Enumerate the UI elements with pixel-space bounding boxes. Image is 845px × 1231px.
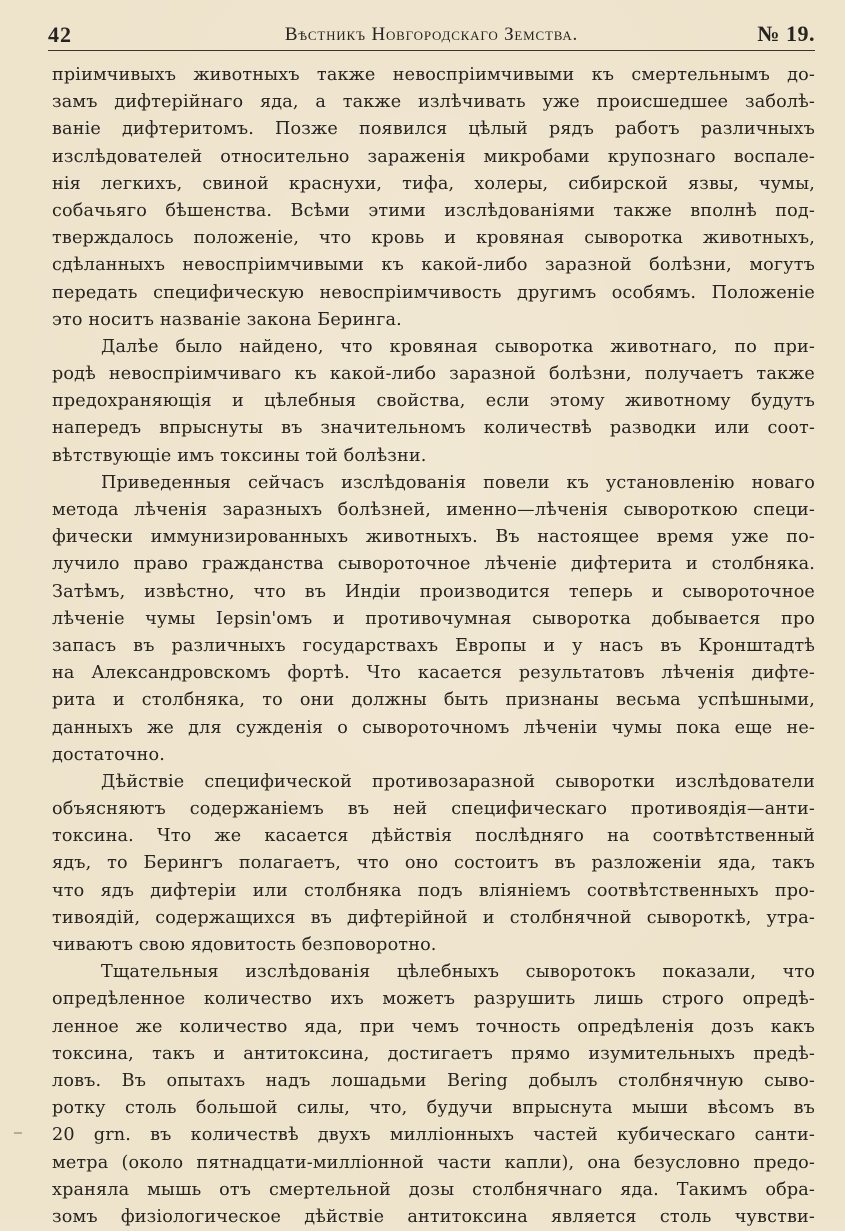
text-line: храняла мышь отъ смертельной дозы столбнячнаго яда. Такимъ обра-	[52, 1179, 815, 1200]
text-line: зомъ физіологическое дѣйствіе антитоксина является столь чувстви-	[52, 1206, 815, 1227]
text-line: что ядъ дифтеріи или столбняка подъ вліяніемъ соотвѣтственныхъ про-	[52, 880, 815, 901]
text-line: токсина. Что же касается дѣйствія послѣдняго на соотвѣтственный	[52, 826, 815, 847]
text-line: ротку столь большой силы, что, будучи впрыснута мыши вѣсомъ въ	[52, 1098, 815, 1119]
page-number: 42	[48, 22, 72, 47]
header-rule	[48, 50, 815, 51]
text-line: метра (около пятнадцати-милліонной части капли), она безусловно предо-	[52, 1152, 815, 1173]
text-line: Дѣйствіе специфической противозаразной сыворотки изслѣдователи	[101, 771, 815, 792]
text-line: объясняютъ содержаніемъ въ ней специфическаго противоядія—анти-	[52, 799, 815, 820]
text-line: ловъ. Въ опытахъ надъ лошадьми Bering добылъ столбнячную сыво-	[52, 1070, 815, 1091]
text-line: напередъ впрыснуты въ значительномъ количествѣ разводки или соот-	[52, 418, 815, 439]
text-line: Тщательныя изслѣдованія цѣлебныхъ сыворотокъ показали, что	[101, 962, 815, 983]
text-line: данныхъ же для сужденія о сывороточномъ лѣченіи чумы пока еще не-	[52, 717, 815, 738]
text-line: Далѣе было найдено, что кровяная сыворотка животнаго, по при-	[101, 336, 815, 357]
page-edge-mark	[14, 1132, 22, 1134]
text-line: Приведенныя сейчасъ изслѣдованія повели къ установленію новаго	[101, 472, 815, 493]
text-line: фически иммунизированныхъ животныхъ. Въ настоящее время уже по-	[52, 527, 815, 548]
text-line: 20 grn. въ количествѣ двухъ милліонныхъ частей кубическаго санти-	[52, 1125, 815, 1146]
text-line: тивоядій, содержащихся въ дифтерійной и столбнячной сывороткѣ, утра-	[52, 907, 815, 928]
text-line: чиваютъ свою ядовитость безповоротно.	[52, 935, 437, 955]
running-title: Вѣстникъ Новгородскаго Земства.	[284, 24, 579, 45]
text-line: лучило право гражданства сывороточное лѣченіе дифтерита и столбняка.	[52, 554, 815, 575]
text-line: вѣтствующіе имъ токсины той болѣзни.	[52, 445, 427, 466]
text-line: собачьяго бѣшенства. Всѣми этими изслѣдованіями также вполнѣ под-	[52, 200, 815, 221]
text-line: нія легкихъ, свиной краснухи, тифа, холеры, сибирской язвы, чумы,	[52, 173, 815, 194]
text-line: на Александровскомъ фортѣ. Что касается результатовъ лѣченія дифте-	[52, 663, 815, 684]
text-line: метода лѣченія заразныхъ болѣзней, именно—лѣченія сывороткою специ-	[52, 500, 815, 520]
text-line: изслѣдователей относительно зараженія микробами крупознаго воспале-	[52, 146, 815, 167]
text-line: предохраняющія и цѣлебныя свойства, если этому животному будутъ	[52, 391, 815, 412]
text-line: опредѣленное количество ихъ можетъ разрушить лишь строго опредѣ-	[52, 989, 815, 1010]
text-line: достаточно.	[52, 744, 166, 765]
text-line: сдѣланныхъ невоспріимчивыми къ какой-либо заразной болѣзни, могутъ	[52, 255, 815, 276]
text-line: ленное же количество яда, при чемъ точность опредѣленія дозъ какъ	[52, 1016, 815, 1037]
page-header	[48, 20, 815, 48]
text-line: лѣченіе чумы Iepsin'омъ и противочумная сыворотка добывается про	[52, 608, 815, 629]
text-line: передать специфическую невоспріимчивость другимъ особямъ. Положеніе	[52, 282, 815, 303]
body-text	[52, 62, 815, 1231]
text-line: тверждалось положеніе, что кровь и кровяная сыворотка животныхъ,	[52, 228, 815, 249]
text-line: запасъ въ различныхъ государствахъ Европы и у насъ въ Кронштадтѣ	[52, 635, 815, 656]
text-line: это носитъ названіе закона Беринга.	[52, 309, 402, 330]
text-line: Затѣмъ, извѣстно, что въ Индіи производится теперь и сывороточное	[52, 581, 815, 602]
text-line: ядъ, то Берингъ полагаетъ, что оно состоитъ въ разложеніи яда, такъ	[52, 853, 815, 874]
text-line: токсина, такъ и антитоксина, достигаетъ прямо изумительныхъ предѣ-	[52, 1043, 815, 1064]
text-line: пріимчивыхъ животныхъ также невоспріимчивыми къ смертельнымъ до-	[52, 65, 815, 85]
text-line: рита и столбняка, то они должны быть признаны весьма успѣшными,	[52, 690, 815, 711]
text-line: ваніе дифтеритомъ. Позже появился цѣлый рядъ работъ различныхъ	[52, 119, 815, 140]
text-line: замъ дифтерійнаго яда, а также излѣчивать уже происшедшее заболѣ-	[52, 92, 815, 113]
issue-number: № 19.	[757, 21, 815, 46]
text-line: родѣ невоспріимчиваго къ какой-либо заразной болѣзни, получаетъ также	[52, 364, 815, 385]
